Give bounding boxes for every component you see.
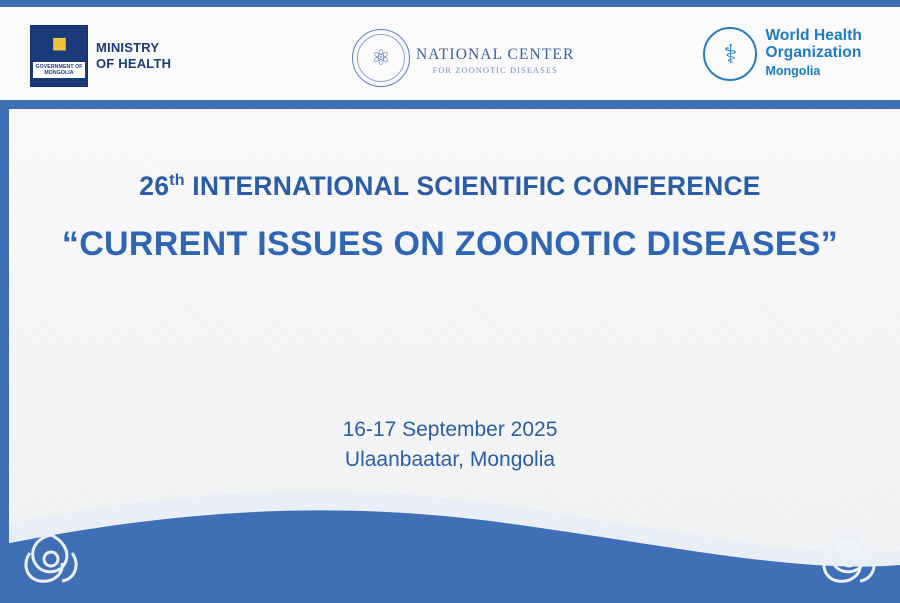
conference-location: Ulaanbaatar, Mongolia <box>344 448 556 471</box>
nczd-seal-glyph: ⚛ <box>371 45 391 70</box>
who-logo <box>703 27 862 81</box>
slide-body <box>0 109 900 603</box>
moh-emblem-caption: GOVERNMENT OF MONGOLIA <box>33 62 85 78</box>
nczd-seal-icon <box>352 29 410 87</box>
left-accent-bar <box>0 109 9 603</box>
conference-number-suffix: th <box>169 172 185 190</box>
nczd-line2: FOR ZOONOTIC DISEASES <box>432 65 558 75</box>
who-emblem-icon: ⚕ <box>703 27 757 81</box>
conference-line <box>0 171 900 202</box>
who-country: Mongolia <box>765 64 821 78</box>
title-block <box>0 171 900 268</box>
who-text <box>765 27 862 78</box>
who-line1: World Health <box>765 27 862 44</box>
bottom-wave-decoration <box>0 473 900 603</box>
page-title: “CURRENT ISSUES ON ZOONOTIC DISEASES” <box>61 225 839 263</box>
mongolia-emblem <box>30 25 88 87</box>
celtic-knot-icon-left <box>18 529 84 589</box>
top-accent-bar <box>0 0 900 7</box>
moh-label-line2: OF HEALTH <box>96 56 172 71</box>
moh-label-line1: MINISTRY <box>96 40 160 55</box>
celtic-knot-icon-right <box>816 529 882 589</box>
mongolia-soyombo-icon: ■ <box>51 28 67 58</box>
logo-header <box>0 7 900 100</box>
conference-line-rest: INTERNATIONAL SCIENTIFIC CONFERENCE <box>184 171 761 201</box>
nczd-logo <box>352 29 574 87</box>
ministry-of-health-logo <box>30 25 171 87</box>
nczd-line1: NATIONAL CENTER <box>416 45 575 63</box>
moh-label <box>96 40 171 72</box>
date-location-block <box>0 415 900 475</box>
nczd-text <box>416 42 574 75</box>
header-divider <box>0 100 900 109</box>
who-line2: Organization <box>765 44 862 61</box>
conference-number: 26 <box>139 171 170 201</box>
conference-date: 16-17 September 2025 <box>342 418 558 441</box>
